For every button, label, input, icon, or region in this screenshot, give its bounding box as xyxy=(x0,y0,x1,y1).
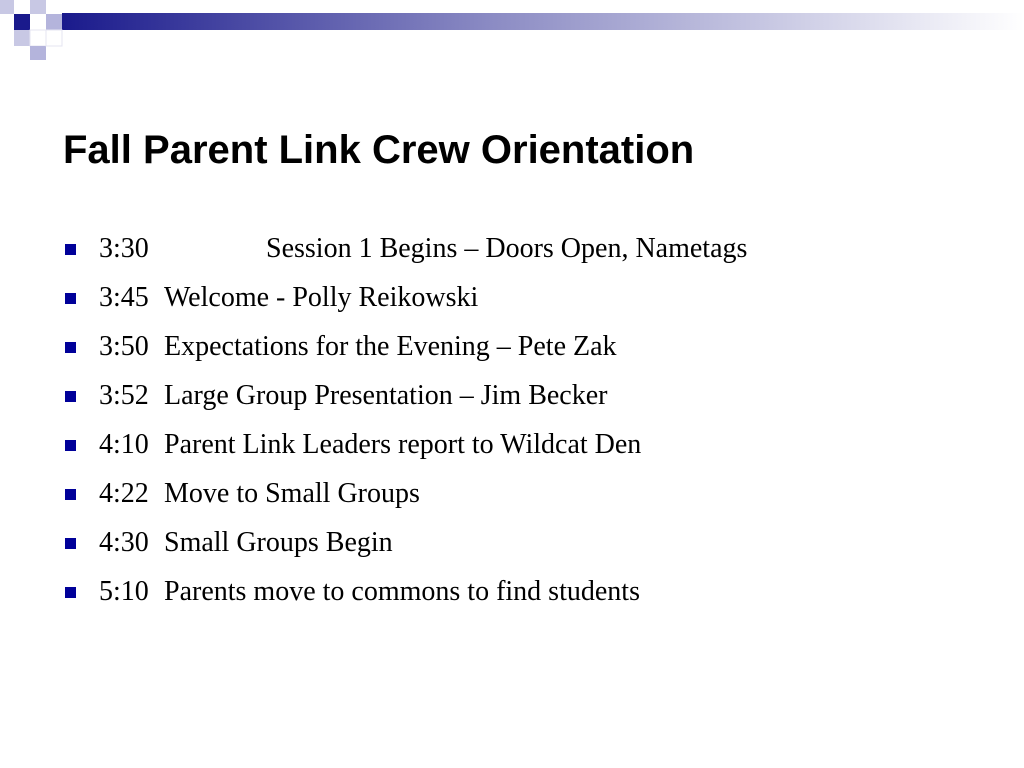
agenda-event: Large Group Presentation – Jim Becker xyxy=(164,380,608,411)
header-square xyxy=(30,0,46,14)
square-bullet-icon xyxy=(65,440,76,451)
header-square xyxy=(0,0,14,14)
square-bullet-icon xyxy=(65,342,76,353)
square-bullet-icon xyxy=(65,293,76,304)
agenda-time: 3:52 xyxy=(99,380,149,411)
agenda-time: 4:10 xyxy=(99,429,149,460)
agenda-event: Small Groups Begin xyxy=(164,527,393,558)
agenda-event: Parent Link Leaders report to Wildcat Den xyxy=(164,429,642,460)
header-decoration xyxy=(0,0,1024,64)
square-bullet-icon xyxy=(65,538,76,549)
agenda-time: 3:45 xyxy=(99,282,149,313)
agenda-time: 5:10 xyxy=(99,576,149,607)
header-gradient-bar xyxy=(62,13,1024,30)
square-bullet-icon xyxy=(65,489,76,500)
header-square xyxy=(30,30,46,46)
header-square xyxy=(14,30,30,46)
agenda-time: 3:30 xyxy=(99,233,149,264)
agenda-time: 4:30 xyxy=(99,527,149,558)
header-square xyxy=(46,30,62,46)
agenda-event: Move to Small Groups xyxy=(164,478,420,509)
agenda-time: 3:50 xyxy=(99,331,149,362)
header-square xyxy=(46,14,62,30)
agenda-event: Expectations for the Evening – Pete Zak xyxy=(164,331,617,362)
agenda-time: 4:22 xyxy=(99,478,149,509)
header-square xyxy=(30,46,46,60)
slide-title: Fall Parent Link Crew Orientation xyxy=(63,128,695,172)
square-bullet-icon xyxy=(65,244,76,255)
agenda-event: Welcome - Polly Reikowski xyxy=(164,282,479,313)
header-square xyxy=(14,14,30,30)
agenda-event: Parents move to commons to find students xyxy=(164,576,640,607)
square-bullet-icon xyxy=(65,391,76,402)
agenda-event: Session 1 Begins – Doors Open, Nametags xyxy=(266,233,748,264)
square-bullet-icon xyxy=(65,587,76,598)
